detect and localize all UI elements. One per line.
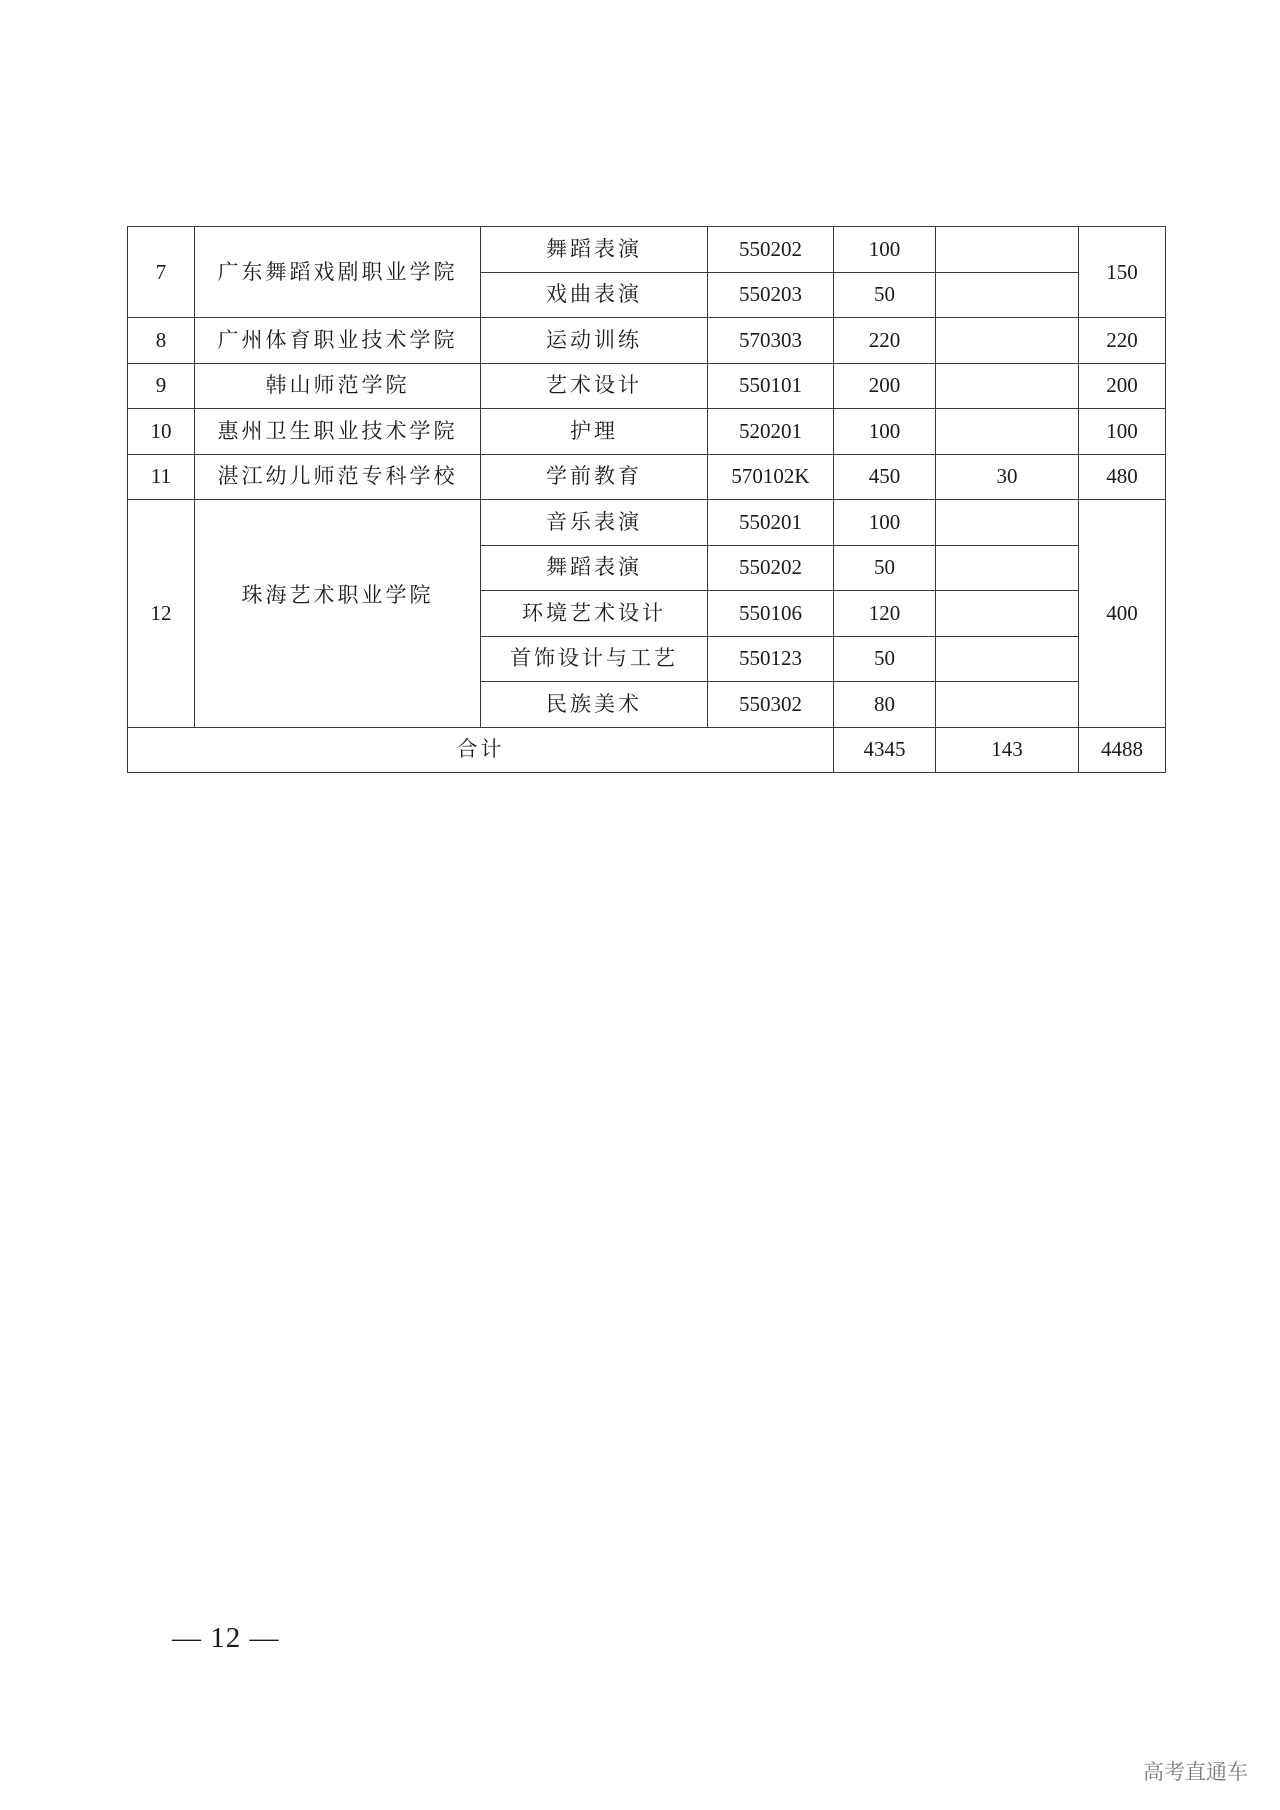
extra-count: 30 <box>936 454 1079 500</box>
school-total: 100 <box>1079 409 1166 455</box>
extra-count <box>936 545 1079 591</box>
major-code: 550203 <box>708 272 834 318</box>
table-row <box>128 500 1166 546</box>
major-name: 音乐表演 <box>481 500 708 546</box>
enrollment-plan-table <box>127 226 1166 773</box>
major-name: 舞蹈表演 <box>481 545 708 591</box>
major-name: 护理 <box>481 409 708 455</box>
row-number: 9 <box>128 363 195 409</box>
plan-count: 80 <box>834 682 936 728</box>
table-row <box>128 409 1166 455</box>
plan-count: 120 <box>834 591 936 637</box>
major-code: 520201 <box>708 409 834 455</box>
major-code: 550101 <box>708 363 834 409</box>
extra-count <box>936 636 1079 682</box>
major-code: 550202 <box>708 545 834 591</box>
page-number: — 12 — <box>172 1622 280 1654</box>
school-total: 480 <box>1079 454 1166 500</box>
major-name: 首饰设计与工艺 <box>481 636 708 682</box>
school-name: 珠海艺术职业学院 <box>241 582 434 607</box>
major-name: 民族美术 <box>481 682 708 728</box>
major-name: 戏曲表演 <box>481 272 708 318</box>
row-number: 10 <box>128 409 195 455</box>
plan-count: 200 <box>834 363 936 409</box>
summary-total: 4488 <box>1079 727 1166 773</box>
summary-extra: 143 <box>936 727 1079 773</box>
major-name: 学前教育 <box>481 454 708 500</box>
extra-count <box>936 500 1079 546</box>
plan-count: 100 <box>834 500 936 546</box>
summary-row <box>128 727 1166 773</box>
school-total: 200 <box>1079 363 1166 409</box>
major-name: 舞蹈表演 <box>481 227 708 273</box>
extra-count <box>936 591 1079 637</box>
plan-count: 450 <box>834 454 936 500</box>
major-code: 550202 <box>708 227 834 273</box>
watermark: 高考直通车 <box>1143 1760 1248 1784</box>
major-name: 艺术设计 <box>481 363 708 409</box>
extra-count <box>936 272 1079 318</box>
summary-label: 合计 <box>128 727 834 773</box>
row-number: 8 <box>128 318 195 364</box>
table-row <box>128 363 1166 409</box>
major-code: 570303 <box>708 318 834 364</box>
table-row <box>128 318 1166 364</box>
major-code: 550123 <box>708 636 834 682</box>
school-total: 150 <box>1079 227 1166 318</box>
school-total: 220 <box>1079 318 1166 364</box>
school-total: 400 <box>1079 500 1166 728</box>
extra-count <box>936 409 1079 455</box>
extra-count <box>936 227 1079 273</box>
plan-count: 50 <box>834 636 936 682</box>
major-name: 环境艺术设计 <box>481 591 708 637</box>
school-name: 湛江幼儿师范专科学校 <box>195 454 481 500</box>
row-number: 7 <box>128 227 195 318</box>
row-number: 12 <box>128 500 195 728</box>
school-name-cell <box>195 500 481 728</box>
major-code: 550302 <box>708 682 834 728</box>
plan-count: 50 <box>834 272 936 318</box>
table-row <box>128 454 1166 500</box>
summary-plan: 4345 <box>834 727 936 773</box>
extra-count <box>936 318 1079 364</box>
school-name: 惠州卫生职业技术学院 <box>195 409 481 455</box>
major-code: 550201 <box>708 500 834 546</box>
plan-count: 100 <box>834 227 936 273</box>
school-name: 广东舞蹈戏剧职业学院 <box>195 227 481 318</box>
plan-count: 220 <box>834 318 936 364</box>
extra-count <box>936 363 1079 409</box>
extra-count <box>936 682 1079 728</box>
plan-count: 100 <box>834 409 936 455</box>
table-row <box>128 227 1166 273</box>
major-name: 运动训练 <box>481 318 708 364</box>
school-name: 韩山师范学院 <box>195 363 481 409</box>
plan-count: 50 <box>834 545 936 591</box>
major-code: 570102K <box>708 454 834 500</box>
row-number: 11 <box>128 454 195 500</box>
school-name: 广州体育职业技术学院 <box>195 318 481 364</box>
major-code: 550106 <box>708 591 834 637</box>
